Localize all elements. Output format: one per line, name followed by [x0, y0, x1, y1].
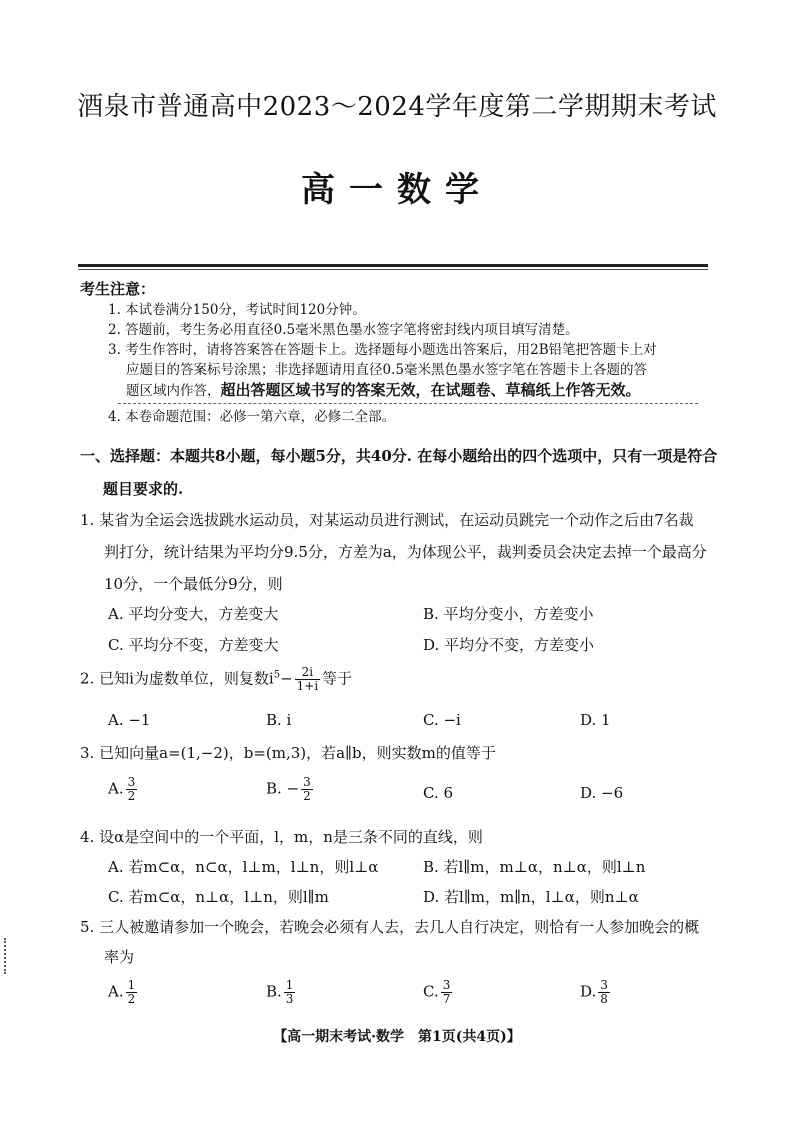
question-3-option-d: D. −6: [580, 784, 624, 802]
question-5-option-b-label: B.: [266, 982, 282, 1001]
question-1-line-2: 判打分，统计结果为平均分9.5分，方差为a，为体现公平，裁判委员会决定去掉一个最高分: [104, 543, 707, 561]
notice-item-4: 4. 本卷命题范围：必修一第六章，必修二全部。: [108, 409, 396, 425]
question-3-option-b-label: B. −: [266, 779, 300, 798]
question-5-option-c-denominator: 7: [442, 992, 451, 1006]
notice-item-3b: 应题目的答案标号涂黑；非选择题请用直径0.5毫米黑色墨水签字笔在答题卡上各题的答: [126, 362, 647, 378]
section-heading-cont: 题目要求的.: [103, 480, 184, 498]
question-2-option-d: D. 1: [580, 711, 611, 729]
question-5-option-b-fraction: [284, 979, 296, 1006]
notice-item-1: 1. 本试卷满分150分，考试时间120分钟。: [108, 302, 366, 318]
question-5-option-a: [108, 979, 139, 1006]
question-3-option-c: C. 6: [423, 784, 454, 802]
question-3-option-b-numerator: 3: [303, 775, 311, 789]
notice-item-3a: 3. 考生作答时，请将答案答在答题卡上。选择题每小题选出答案后，用2B铅笔把答题卡上对: [108, 342, 657, 358]
question-5-option-d-fraction: [598, 979, 610, 1006]
binding-margin-dots: [4, 938, 9, 974]
notice-warning: 超出答题区域书写的答案无效，在试题卷、草稿纸上作答无效。: [220, 381, 641, 399]
question-2-option-a: A. −1: [108, 711, 151, 729]
question-4-option-a: A. 若m⊂α，n⊂α，l⊥m，l⊥n，则l⊥α: [108, 858, 379, 876]
question-5-option-a-denominator: 2: [127, 992, 136, 1006]
question-1-option-a: A. 平均分变大，方差变大: [108, 605, 279, 623]
question-1-option-d: D. 平均分不变，方差变小: [423, 636, 595, 654]
question-5-option-a-numerator: 1: [127, 978, 136, 992]
question-5-option-c: [423, 979, 454, 1006]
question-3-option-a-denominator: 2: [127, 789, 136, 803]
question-5-option-d-numerator: 3: [600, 978, 608, 992]
question-2-prefix: 2. 已知i为虚数单位，则复数i: [80, 669, 274, 688]
question-5-option-a-fraction: [126, 979, 138, 1006]
subject-title: 高一数学: [301, 170, 493, 210]
question-3-option-b: [266, 776, 315, 803]
question-1-option-b: B. 平均分变小，方差变小: [423, 605, 594, 623]
question-1-option-c: C. 平均分不变，方差变大: [108, 636, 279, 654]
question-5-option-c-numerator: 3: [442, 978, 451, 992]
page-footer: 【高一期末考试·数学 第1页(共4页)】: [273, 1029, 521, 1045]
question-5-option-c-label: C.: [423, 982, 439, 1001]
question-1-line-3: 10分，一个最低分9分，则: [104, 575, 283, 593]
question-5-option-d: [580, 979, 612, 1006]
question-2: [80, 666, 352, 693]
question-5-option-b-denominator: 3: [285, 992, 294, 1006]
question-4-option-b: B. 若l∥m，m⊥α，n⊥α，则l⊥n: [423, 858, 646, 876]
question-5-option-b-numerator: 1: [285, 978, 294, 992]
notice-heading: 考生注意：: [80, 280, 156, 298]
question-3-option-a-numerator: 3: [127, 775, 136, 789]
question-2-option-c: C. −i: [423, 711, 461, 729]
question-3-option-b-fraction: [301, 776, 313, 803]
exam-title: 酒泉市普通高中2023～2024学年度第二学期期末考试: [77, 92, 717, 122]
question-5-option-d-denominator: 8: [600, 992, 608, 1006]
question-2-option-b: B. i: [266, 711, 292, 729]
question-3-option-a: [108, 776, 139, 803]
header-rule-thin: [78, 269, 708, 270]
question-2-denominator: 1+i: [296, 679, 319, 693]
notice-item-3c-text: 题区域内作答，: [126, 383, 221, 399]
question-5-line-2: 率为: [104, 948, 135, 966]
notice-item-2: 2. 答题前，考生务必用直径0.5毫米黑色墨水签字笔将密封线内项目填写清楚。: [108, 322, 579, 338]
question-4-option-c: C. 若m⊂α，n⊥α，l⊥n，则l∥m: [108, 888, 329, 906]
question-2-minus: −: [280, 669, 293, 688]
notice-item-3c: [126, 380, 641, 401]
question-4-option-d: D. 若l∥m，m∥n，l⊥α，则n⊥α: [423, 888, 639, 906]
question-1-line-1: 1. 某省为全运会选拔跳水运动员，对某运动员进行测试，在运动员跳完一个动作之后由7名裁: [80, 511, 694, 529]
question-3-option-b-denominator: 2: [303, 789, 311, 803]
question-2-exponent: 5: [273, 669, 281, 681]
question-5-option-b: [266, 979, 297, 1006]
question-3: 3. 已知向量a=(1,−2)，b=(m,3)，若a∥b，则实数m的值等于: [80, 744, 496, 762]
question-5-option-a-label: A.: [108, 982, 124, 1001]
header-rule-thick: [78, 264, 708, 267]
question-3-option-a-label: A.: [108, 779, 124, 798]
question-5-option-c-fraction: [441, 979, 453, 1006]
question-5-line-1: 5. 三人被邀请参加一个晚会，若晚会必须有人去，去几人自行决定，则恰有一人参加晚会的概: [80, 918, 700, 936]
question-3-option-a-fraction: [126, 776, 138, 803]
question-5-option-d-label: D.: [580, 982, 597, 1001]
question-2-fraction: [295, 666, 321, 693]
question-4: 4. 设α是空间中的一个平面，l，m，n是三条不同的直线，则: [80, 828, 483, 846]
section-heading: 一、选择题：本题共8小题，每小题5分，共40分. 在每小题给出的四个选项中，只有一项是符合: [80, 447, 718, 465]
dashed-divider: [118, 403, 698, 404]
question-2-suffix: 等于: [322, 669, 353, 688]
question-2-numerator: 2i: [295, 666, 321, 680]
